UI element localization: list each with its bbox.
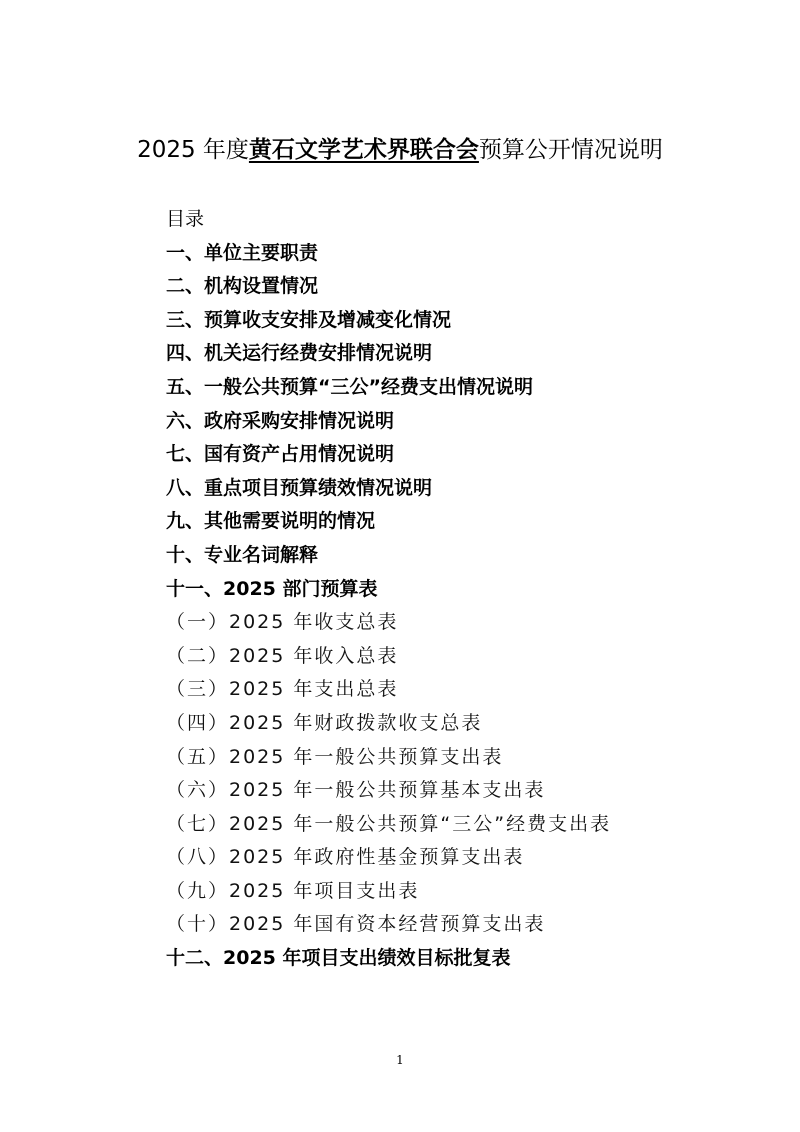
table-of-contents	[166, 203, 611, 976]
toc-subitem: （七）2025 年一般公共预算“三公”经费支出表	[166, 812, 612, 835]
toc-subitem: （八）2025 年政府性基金预算支出表	[166, 846, 525, 869]
toc-item: 二、机构设置情况	[166, 275, 319, 298]
toc-subitem: （十）2025 年国有资本经营预算支出表	[166, 913, 546, 936]
toc-item: 十二、2025 年项目支出绩效目标批复表	[166, 947, 511, 970]
toc-subitem: （九）2025 年项目支出表	[166, 879, 420, 902]
toc-item: 八、重点项目预算绩效情况说明	[166, 476, 433, 499]
toc-item: 十、专业名词解释	[166, 543, 319, 566]
title-organization: 黄石文学艺术界联合会	[248, 137, 479, 163]
toc-item: 六、政府采购安排情况说明	[166, 409, 395, 432]
toc-item: 七、国有资产占用情况说明	[166, 443, 395, 466]
toc-item: 九、其他需要说明的情况	[166, 510, 376, 533]
toc-subitem: （二）2025 年收入总表	[166, 644, 399, 667]
title-suffix: 预算公开情况说明	[478, 137, 663, 163]
title-prefix: 2025 年度	[137, 137, 249, 163]
toc-item: 五、一般公共预算“三公”经费支出情况说明	[166, 375, 533, 398]
toc-item: 三、预算收支安排及增减变化情况	[166, 308, 452, 331]
toc-subitem: （六）2025 年一般公共预算基本支出表	[166, 779, 546, 802]
toc-item: 十一、2025 部门预算表	[166, 577, 378, 600]
toc-item: 一、单位主要职责	[166, 241, 319, 264]
toc-subitem: （五）2025 年一般公共预算支出表	[166, 745, 504, 768]
toc-subitem: （三）2025 年支出总表	[166, 678, 399, 701]
toc-subitem: （四）2025 年财政拨款收支总表	[166, 711, 483, 734]
toc-subitem: （一）2025 年收支总表	[166, 611, 399, 634]
page-title	[0, 134, 800, 166]
page-number: 1	[396, 1053, 404, 1067]
toc-heading: 目录	[166, 208, 205, 230]
toc-item: 四、机关运行经费安排情况说明	[166, 342, 433, 365]
